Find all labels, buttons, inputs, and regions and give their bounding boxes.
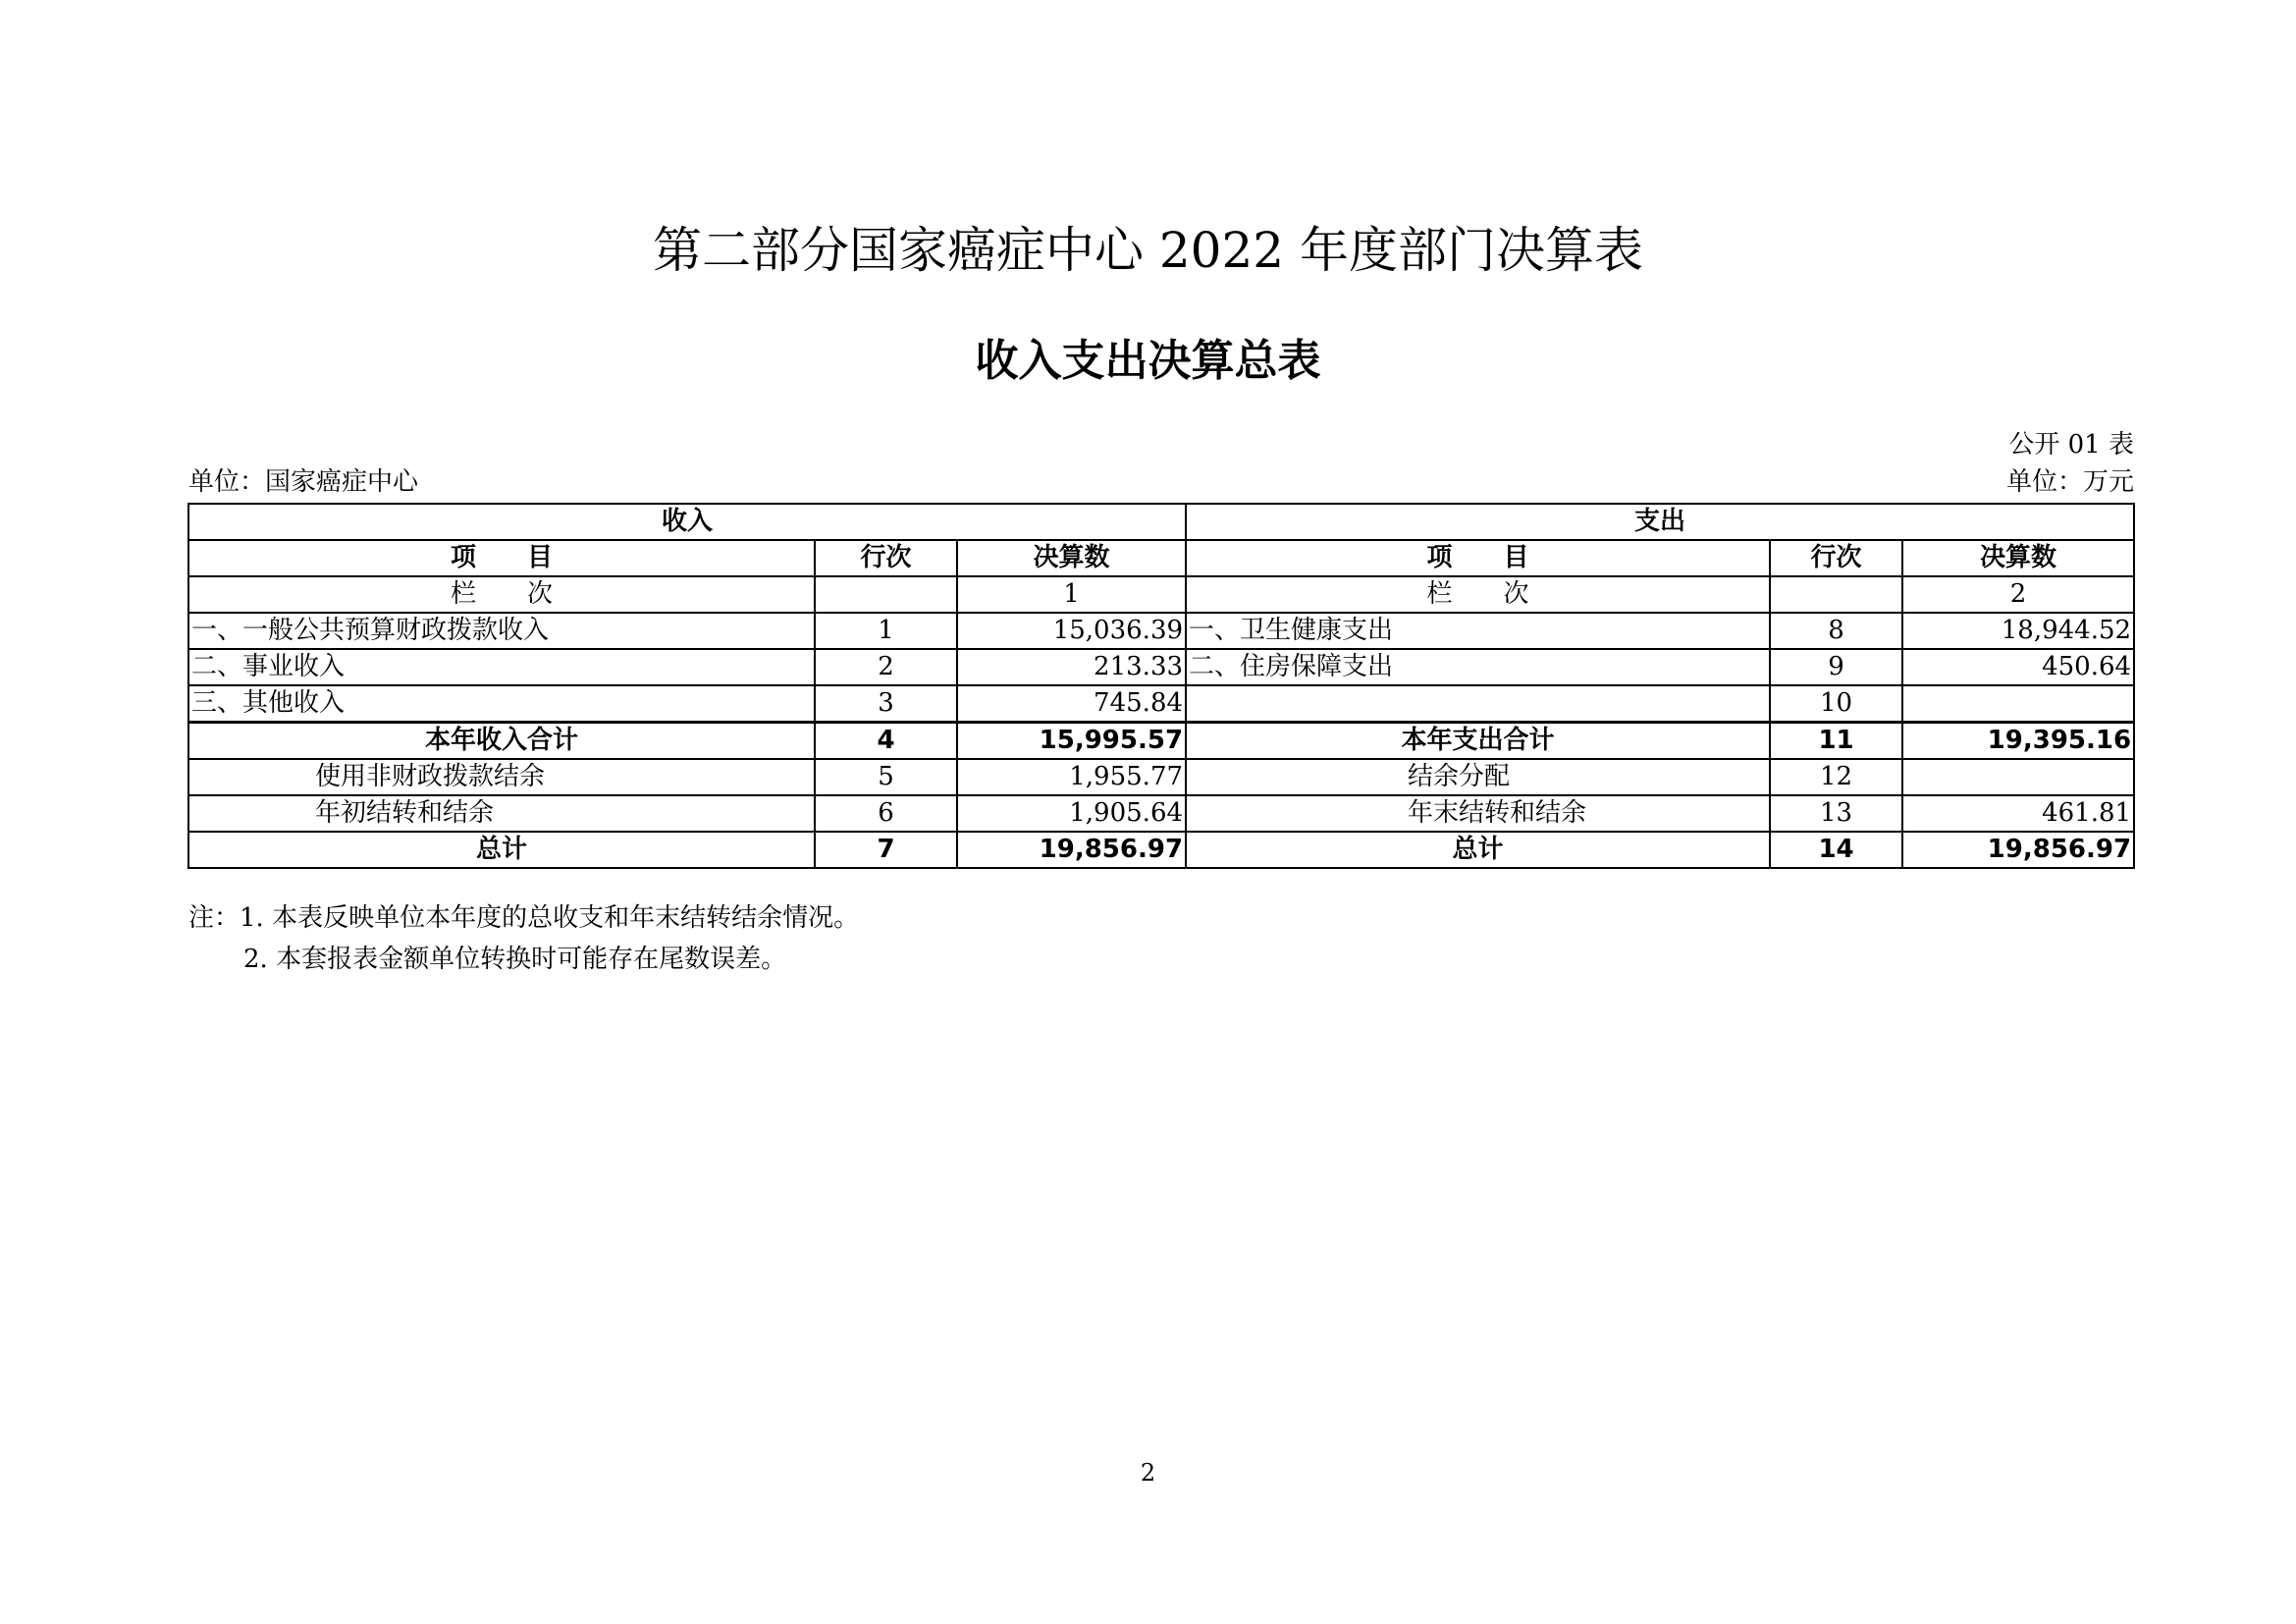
income-amount: 1,955.77	[957, 759, 1186, 795]
income-total-label: 总计	[188, 832, 815, 868]
expense-row-no-header: 行次	[1770, 540, 1902, 576]
expense-column-blank	[1770, 576, 1902, 613]
income-item: 使用非财政拨款结余	[188, 759, 815, 795]
income-expense-table	[187, 503, 2135, 869]
expense-row-no: 9	[1770, 649, 1902, 685]
expense-row-no: 12	[1770, 759, 1902, 795]
expense-section-header: 支出	[1186, 504, 2134, 540]
expense-item: 年末结转和结余	[1186, 795, 1770, 832]
expense-row-no: 8	[1770, 613, 1902, 649]
income-row-no: 6	[815, 795, 957, 832]
income-row-no: 7	[815, 832, 957, 868]
subtotal-row	[188, 723, 2134, 760]
income-subtotal-label: 本年收入合计	[188, 723, 815, 760]
expense-column-label: 栏 次	[1186, 576, 1770, 613]
income-row-no: 5	[815, 759, 957, 795]
income-column-number: 1	[957, 576, 1186, 613]
table-title: 收入支出决算总表	[975, 336, 1321, 386]
expense-item-header: 项 目	[1186, 540, 1770, 576]
expense-row-no: 11	[1770, 723, 1902, 760]
expense-row-no: 13	[1770, 795, 1902, 832]
income-row-no-header: 行次	[815, 540, 957, 576]
income-item: 年初结转和结余	[188, 795, 815, 832]
expense-amount	[1902, 759, 2134, 795]
income-section-header: 收入	[188, 504, 1186, 540]
income-column-blank	[815, 576, 957, 613]
income-item: 二、事业收入	[188, 649, 815, 685]
expense-subtotal-label: 本年支出合计	[1186, 723, 1770, 760]
income-row-no: 4	[815, 723, 957, 760]
expense-item: 二、住房保障支出	[1186, 649, 1770, 685]
income-total-amount: 19,856.97	[957, 832, 1186, 868]
form-code: 公开 01 表	[2008, 430, 2134, 460]
expense-amount: 461.81	[1902, 795, 2134, 832]
expense-row-no: 10	[1770, 685, 1902, 723]
income-item: 三、其他收入	[188, 685, 815, 723]
income-row-no: 2	[815, 649, 957, 685]
income-column-label: 栏 次	[188, 576, 815, 613]
table-row	[188, 613, 2134, 649]
expense-item: 结余分配	[1186, 759, 1770, 795]
table-notes	[188, 897, 859, 980]
table-row	[188, 649, 2134, 685]
expense-amount: 18,944.52	[1902, 613, 2134, 649]
expense-item: 一、卫生健康支出	[1186, 613, 1770, 649]
expense-subtotal-amount: 19,395.16	[1902, 723, 2134, 760]
column-header-row	[188, 540, 2134, 576]
income-amount: 15,036.39	[957, 613, 1186, 649]
table-row	[188, 795, 2134, 832]
income-row-no: 1	[815, 613, 957, 649]
total-row	[188, 832, 2134, 868]
income-subtotal-amount: 15,995.57	[957, 723, 1186, 760]
income-amount: 745.84	[957, 685, 1186, 723]
income-amount-header: 决算数	[957, 540, 1186, 576]
expense-amount: 450.64	[1902, 649, 2134, 685]
unit-organization: 单位：国家癌症中心	[188, 467, 419, 497]
note-line-2: 2. 本套报表金额单位转换时可能存在尾数误差。	[243, 945, 787, 974]
table-row	[188, 685, 2134, 723]
table-row	[188, 759, 2134, 795]
expense-total-amount: 19,856.97	[1902, 832, 2134, 868]
expense-amount	[1902, 685, 2134, 723]
page-number: 2	[1140, 1459, 1156, 1487]
document-title: 第二部分国家癌症中心 2022 年度部门决算表	[652, 222, 1644, 279]
income-item: 一、一般公共预算财政拨款收入	[188, 613, 815, 649]
expense-total-label: 总计	[1186, 832, 1770, 868]
expense-column-number: 2	[1902, 576, 2134, 613]
income-amount: 1,905.64	[957, 795, 1186, 832]
expense-amount-header: 决算数	[1902, 540, 2134, 576]
expense-item	[1186, 685, 1770, 723]
income-amount: 213.33	[957, 649, 1186, 685]
income-item-header: 项 目	[188, 540, 815, 576]
column-number-row	[188, 576, 2134, 613]
section-header-row	[188, 504, 2134, 540]
expense-row-no: 14	[1770, 832, 1902, 868]
unit-currency: 单位：万元	[2005, 467, 2134, 497]
note-line-1: 注：1. 本表反映单位本年度的总收支和年末结转结余情况。	[188, 903, 860, 933]
income-row-no: 3	[815, 685, 957, 723]
